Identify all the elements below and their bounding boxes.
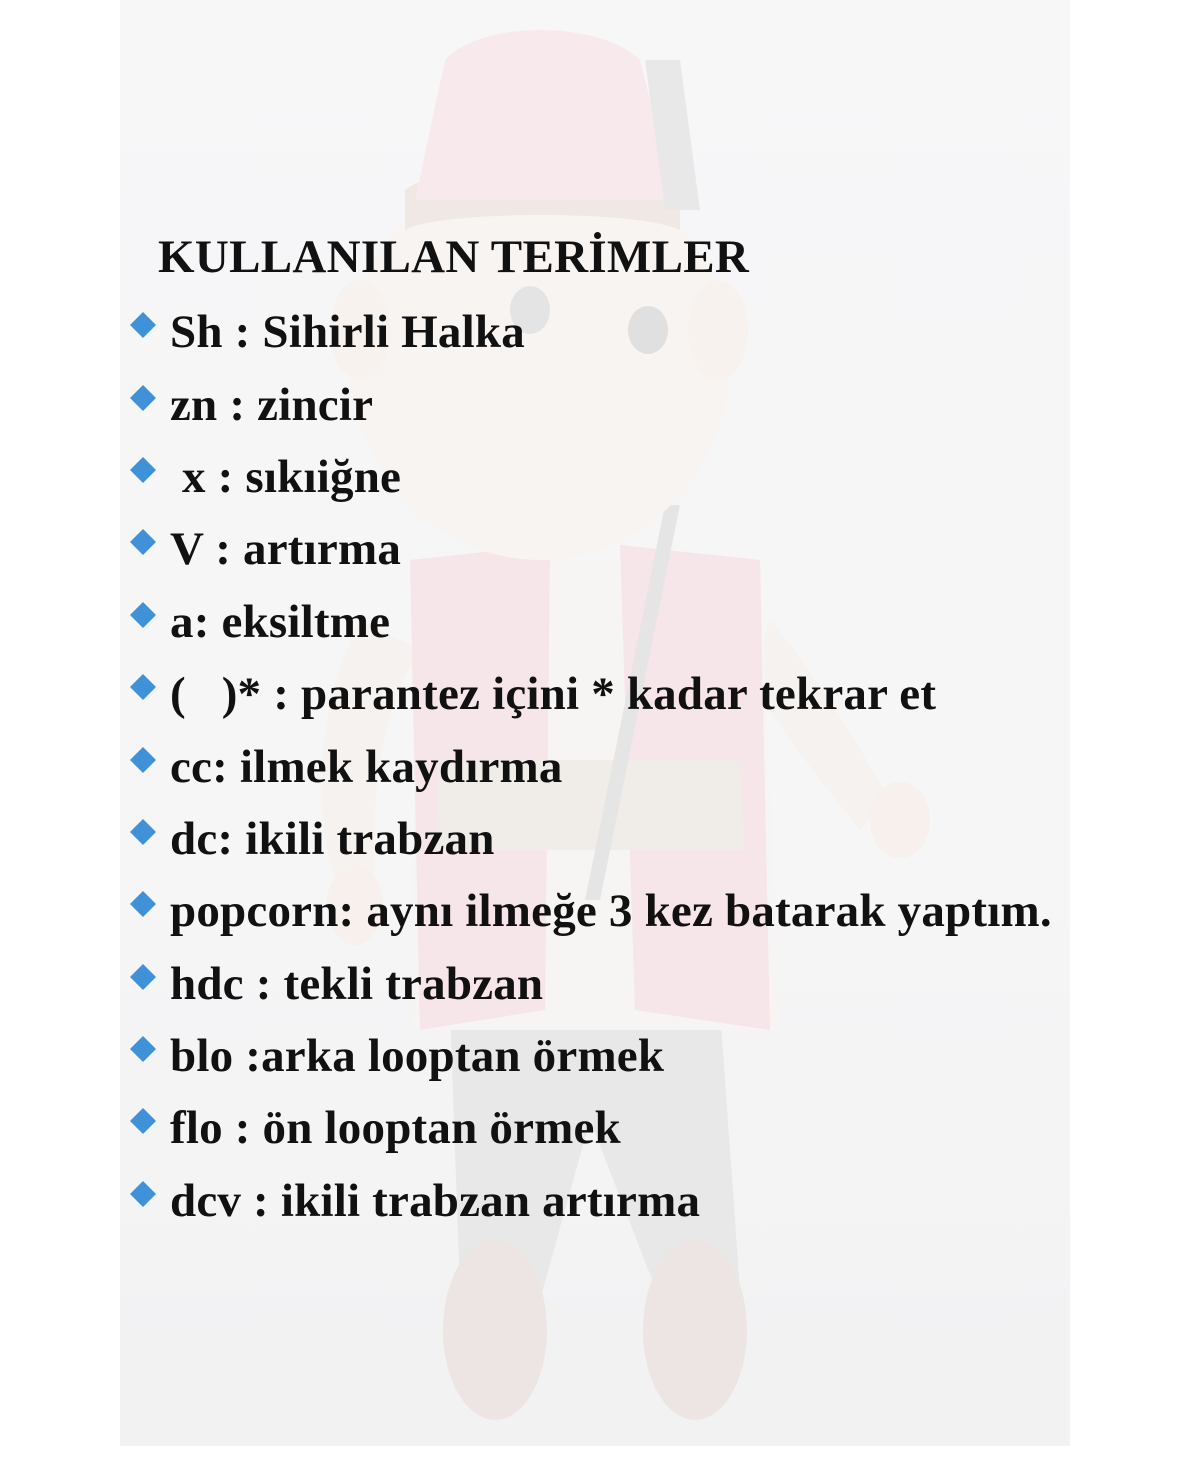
diamond-bullet-icon <box>128 600 158 630</box>
term-item <box>128 948 1052 1020</box>
term-text: flo : ön looptan örmek <box>170 1102 621 1155</box>
term-item <box>128 1165 1052 1237</box>
term-item <box>128 803 1052 875</box>
term-text: a: eksiltme <box>170 595 391 648</box>
diamond-bullet-icon <box>128 672 158 702</box>
term-item <box>128 1092 1052 1164</box>
diamond-bullet-icon <box>128 745 158 775</box>
diamond-bullet-icon <box>128 1034 158 1064</box>
term-text: cc: ilmek kaydırma <box>170 740 563 793</box>
term-item <box>128 368 1052 440</box>
page-title: KULLANILAN TERİMLER <box>158 231 750 283</box>
term-text: dc: ikili trabzan <box>170 812 495 865</box>
diamond-bullet-icon <box>128 1106 158 1136</box>
diamond-bullet-icon <box>128 889 158 919</box>
term-text: zn : zincir <box>170 378 374 431</box>
terms-list <box>128 296 1052 1237</box>
term-item <box>128 658 1052 730</box>
term-text: ( )* : parantez içini * kadar tekrar et <box>170 668 937 721</box>
term-text: blo :arka looptan örmek <box>170 1030 665 1083</box>
term-text: hdc : tekli trabzan <box>170 957 544 1010</box>
term-item <box>128 586 1052 658</box>
term-text: Sh : Sihirli Halka <box>170 306 525 359</box>
diamond-bullet-icon <box>128 383 158 413</box>
term-text: V : artırma <box>170 523 402 576</box>
term-item <box>128 1020 1052 1092</box>
term-item <box>128 296 1052 368</box>
diamond-bullet-icon <box>128 527 158 557</box>
diamond-bullet-icon <box>128 1179 158 1209</box>
term-item <box>128 513 1052 585</box>
term-item <box>128 730 1052 802</box>
diamond-bullet-icon <box>128 455 158 485</box>
term-text: x : sıkıiğne <box>170 450 402 503</box>
diamond-bullet-icon <box>128 962 158 992</box>
diamond-bullet-icon <box>128 817 158 847</box>
term-text: popcorn: aynı ilmeğe 3 kez batarak yaptım. <box>170 885 1052 938</box>
term-item <box>128 875 1052 947</box>
diamond-bullet-icon <box>128 310 158 340</box>
term-item <box>128 441 1052 513</box>
term-text: dcv : ikili trabzan artırma <box>170 1174 701 1227</box>
